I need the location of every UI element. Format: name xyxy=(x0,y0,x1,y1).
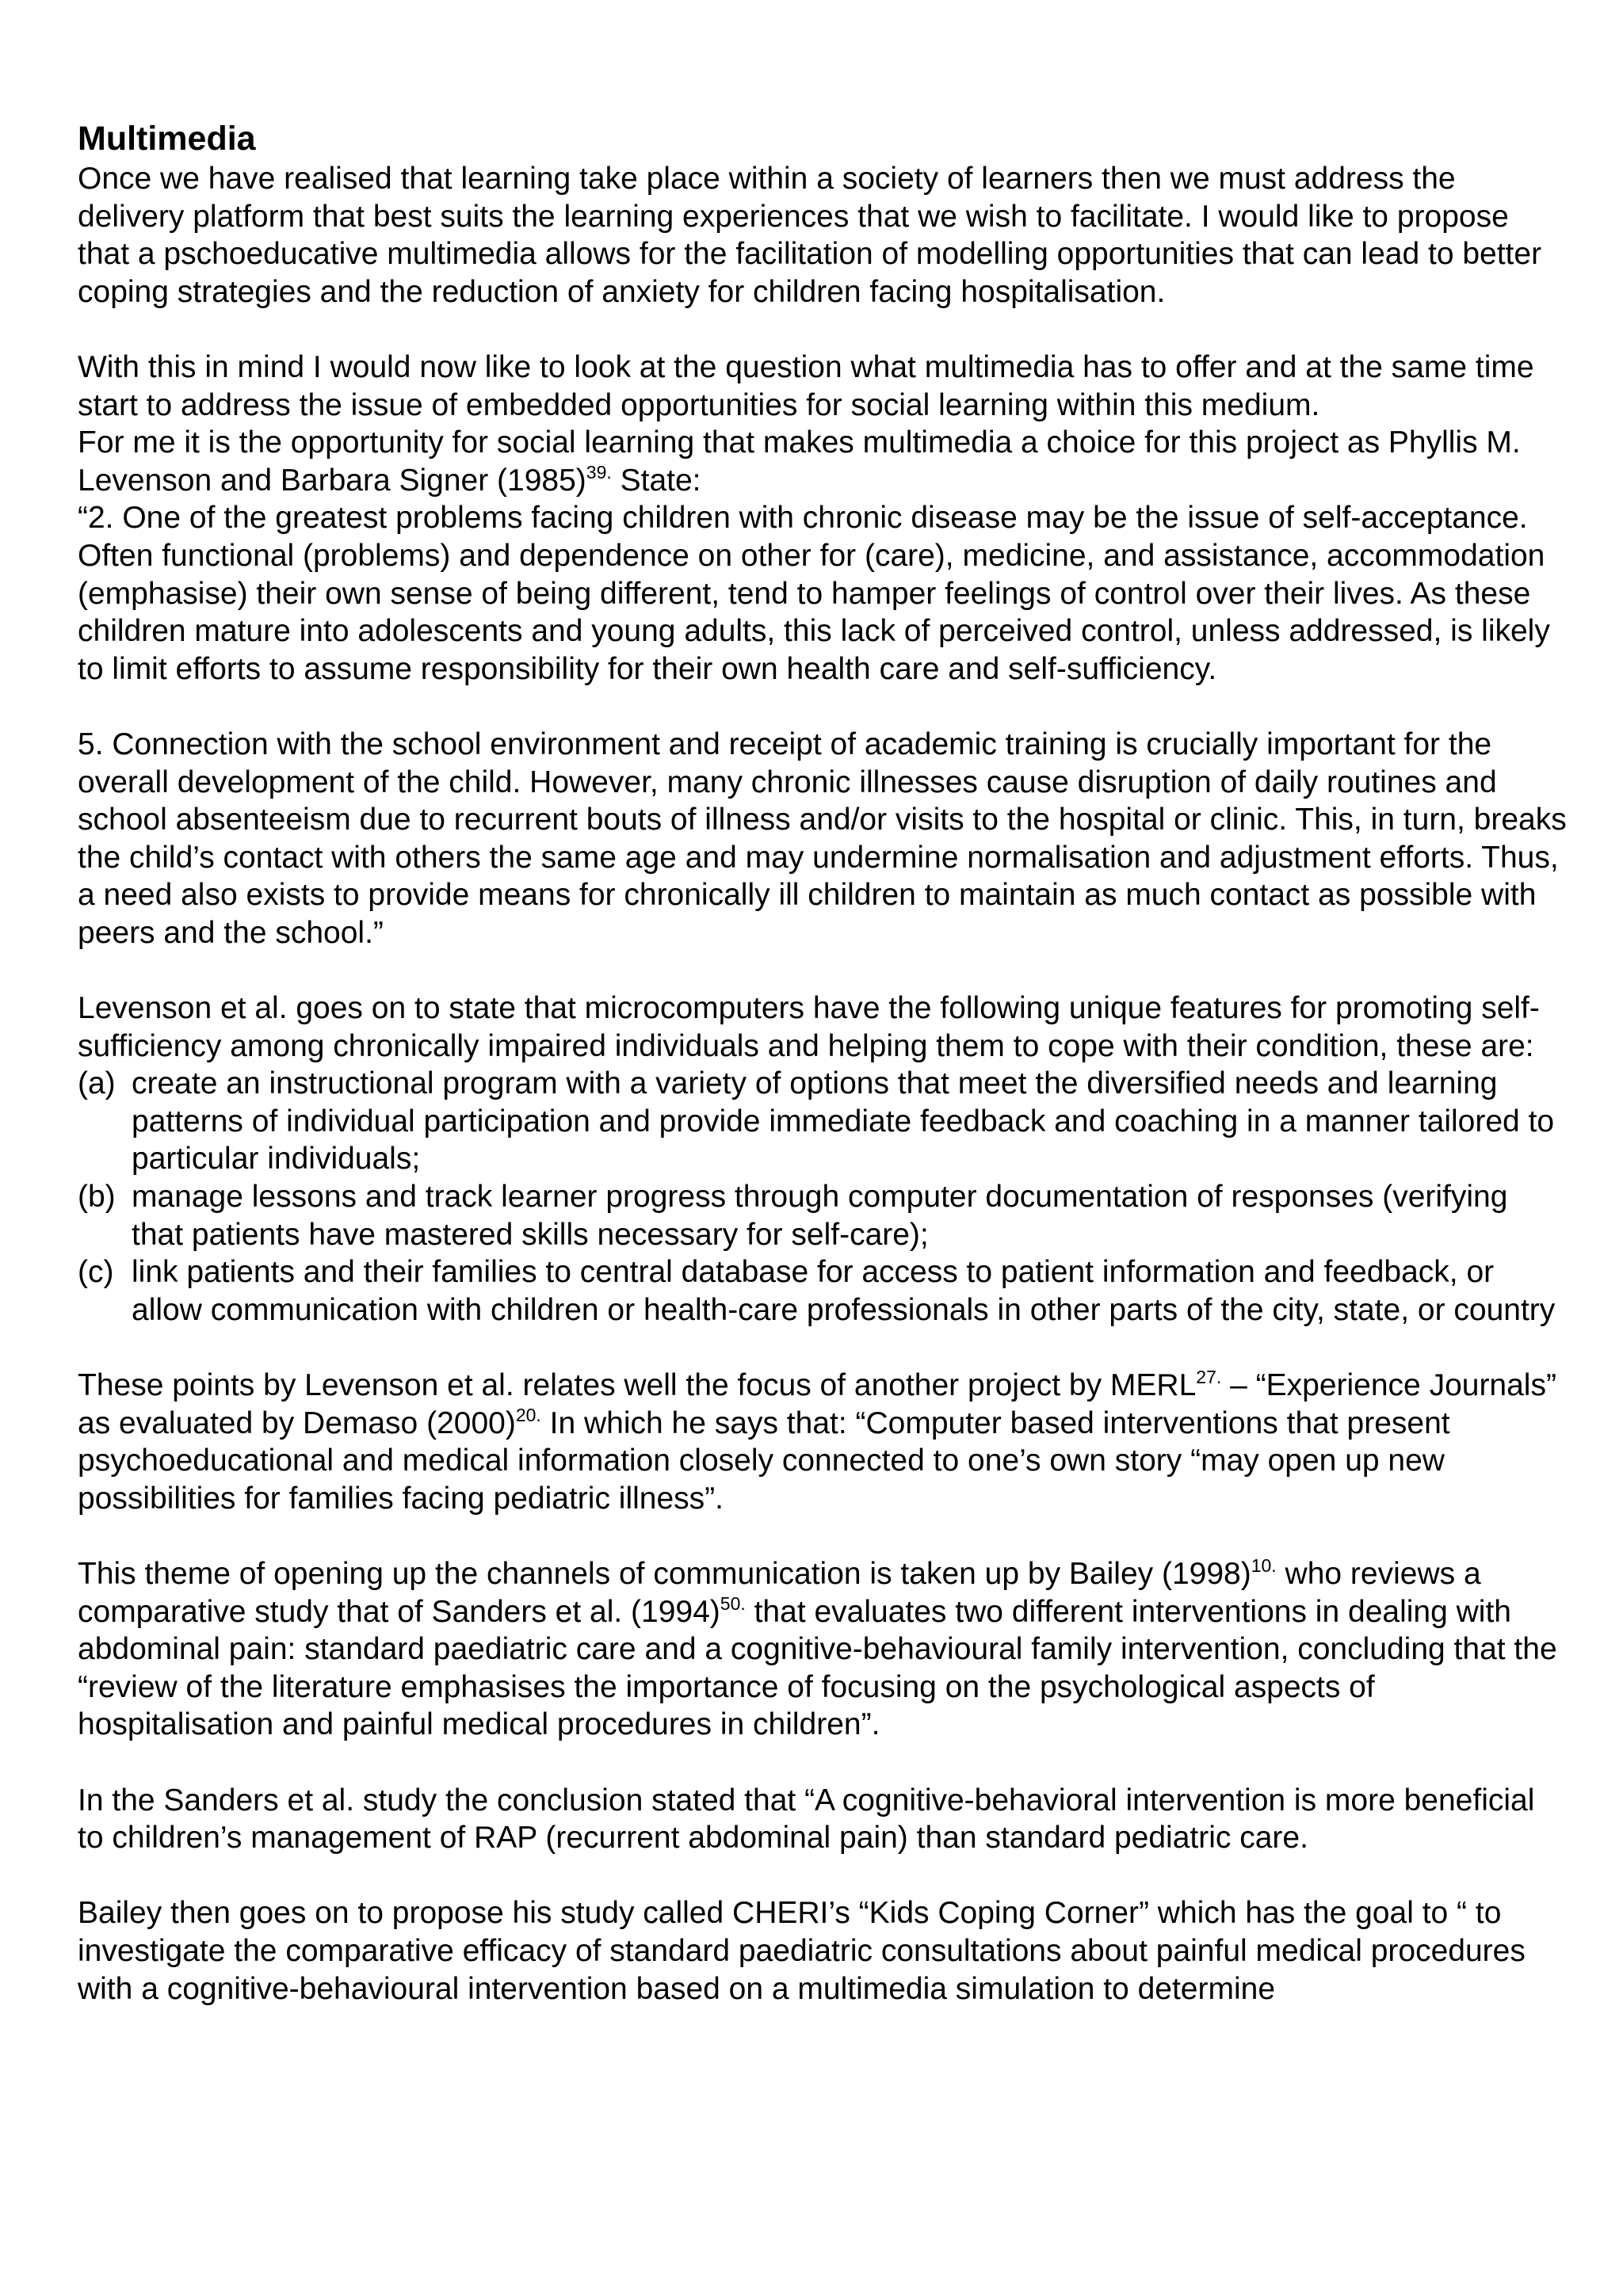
citation-ref: 39. xyxy=(586,461,612,482)
list-item-text: create an instructional program with a variety of options that meet the diversified needs and learning patterns of individual participation and provide immediate feedback and coaching in a manner tailored to particular individuals; xyxy=(132,1066,1555,1177)
paragraph-experience-journals xyxy=(78,1367,1568,1517)
citation-ref: 27. xyxy=(1196,1367,1222,1387)
paragraph-text: who reviews a comparative study that of Sanders et al. (1994) xyxy=(78,1556,1481,1629)
list-marker: (c) xyxy=(78,1255,114,1290)
list-item-text: link patients and their families to central database for access to patient information and feedback, or allow communication with children or health-care professionals in other parts of the city, state, or country xyxy=(132,1255,1556,1327)
paragraph-text: – “Experience Journals” as evaluated by Demaso (2000) xyxy=(78,1368,1556,1440)
list-item-text: manage lessons and track learner progress through computer documentation of responses (verifying that patients have mastered skills necessary for self-care); xyxy=(132,1180,1508,1252)
citation-ref: 20. xyxy=(515,1404,541,1425)
list-marker: (a) xyxy=(78,1066,116,1101)
section-heading: Multimedia xyxy=(78,120,256,158)
paragraph-question: With this in mind I would now like to look at the question what multimedia has to offer and at the same time start to address the issue of embedded opportunities for social learning within this medium. xyxy=(78,349,1534,422)
paragraph-social-learning xyxy=(78,424,1568,499)
citation-ref: 10. xyxy=(1251,1554,1277,1576)
paragraph-sanders-conclusion: In the Sanders et al. study the conclusion stated that “A cognitive-behavioral intervention is more beneficial to children’s management of RAP (recurrent abdominal pain) than standard pediatric care. xyxy=(78,1783,1535,1855)
paragraph-text: In which he says that: “Computer based interventions that present psychoeducational and medical information closely connected to one’s own story “may open up new possibilities for families facing pediatric illness”. xyxy=(78,1405,1450,1516)
paragraph-text: This theme of opening up the channels of communication is taken up by Bailey (1998) xyxy=(78,1556,1251,1591)
paragraph-microcomputers: Levenson et al. goes on to state that microcomputers have the following unique features for promoting self-sufficiency among chronically impaired individuals and helping them to cope with their condition, these are: xyxy=(78,991,1540,1063)
paragraph-text: These points by Levenson et al. relates well the focus of another project by MERL xyxy=(78,1368,1197,1402)
features-list xyxy=(78,1065,1568,1329)
list-item xyxy=(78,1065,1568,1178)
list-item xyxy=(78,1178,1568,1253)
quote-school-connection: 5. Connection with the school environment and receipt of academic training is crucially important for the overall development of the child. However, many chronic illnesses cause disruption of daily routines and school absenteeism due to recurrent bouts of illness and/or visits to the hospital or clinic. This, in turn, breaks the child’s contact with others the same age and may undermine normalisation and adjustment efforts. Thus, a need also exists to provide means for chronically ill children to maintain as much contact as possible with peers and the school.” xyxy=(78,727,1567,950)
paragraph-text: that evaluates two different interventions in dealing with abdominal pain: standard paediatric care and a cognitive-behavioural family intervention, concluding that the “review of the literature emphasises the importance of focusing on the psychological aspects of hospitalisation and painful medical procedures in children”. xyxy=(78,1594,1557,1742)
quote-self-acceptance: “2. One of the greatest problems facing children with chronic disease may be the issue of self-acceptance. Often functional (problems) and dependence on other for (care), medicine, and assistance, accommodation (emphasise) their own sense of being different, tend to hamper feelings of control over their lives. As these children mature into adolescents and young adults, this lack of perceived control, unless addressed, is likely to limit efforts to assume responsibility for their own health care and self-sufficiency. xyxy=(78,501,1550,686)
paragraph-social-learning-text: For me it is the opportunity for social learning that makes multimedia a choice for this project as Phyllis M. Levenson and Barbara Signer (1985) xyxy=(78,425,1521,498)
paragraph-communication-channels xyxy=(78,1555,1568,1744)
document-page xyxy=(78,117,1568,2008)
list-marker: (b) xyxy=(78,1180,116,1215)
paragraph-kids-coping-corner: Bailey then goes on to propose his study called CHERI’s “Kids Coping Corner” which has the goal to “ to investigate the comparative efficacy of standard paediatric consultations about painful medical procedures with a cognitive-behavioural intervention based on a multimedia simulation to determine xyxy=(78,1896,1526,2006)
list-item xyxy=(78,1253,1568,1329)
paragraph-intro: Once we have realised that learning take place within a society of learners then we must address the delivery platform that best suits the learning experiences that we wish to facilitate. I would like to propose that a pschoeducative multimedia allows for the facilitation of modelling opportunities that can lead to better coping strategies and the reduction of anxiety for children facing hospitalisation. xyxy=(78,162,1542,309)
paragraph-social-learning-tail: State: xyxy=(611,463,701,498)
citation-ref: 50. xyxy=(720,1592,746,1614)
